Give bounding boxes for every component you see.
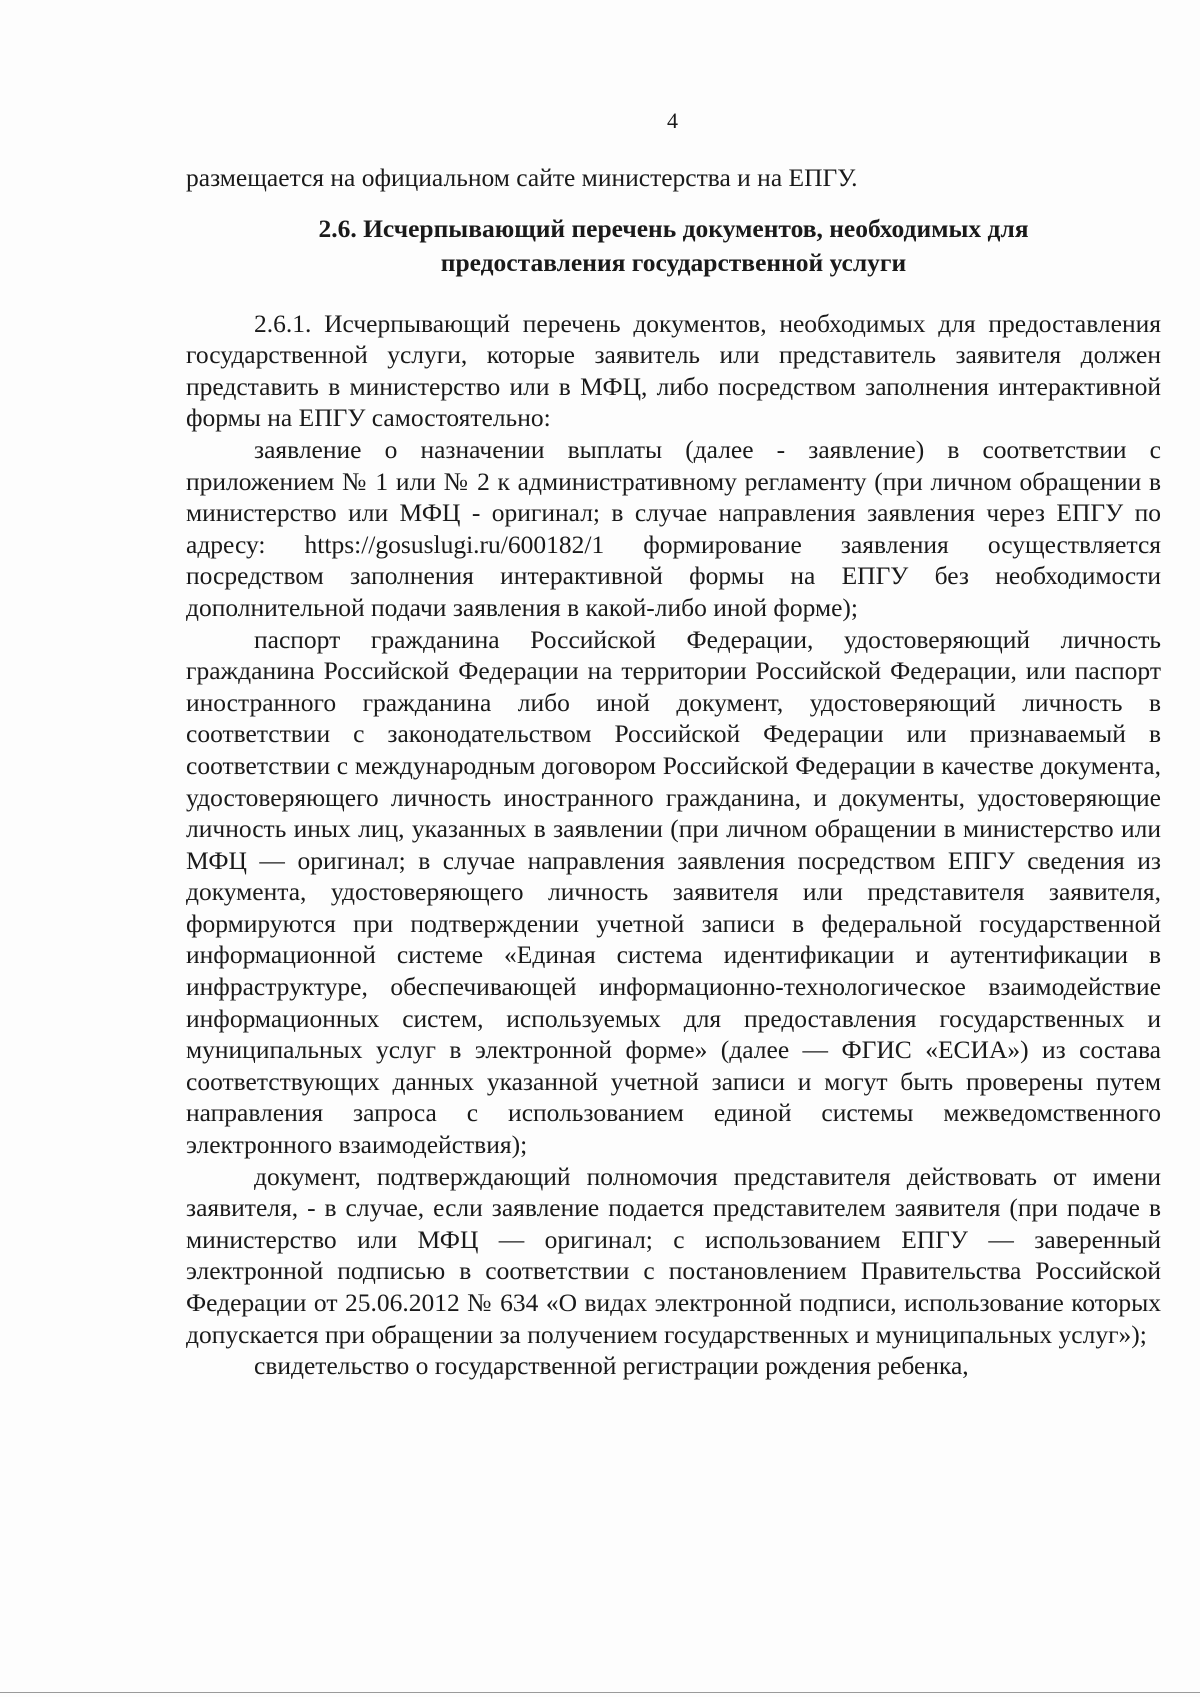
lead-paragraph: размещается на официальном сайте министерства и на ЕПГУ.	[186, 163, 858, 192]
paragraph-application: заявление о назначении выплаты (далее - заявление) в соответствии с приложением № 1 или № 2 к административному регламенту (при личном обращении в министерство или МФЦ - оригинал; в случае направления заявления через ЕПГУ по адресу: https://gosuslugi.ru/600182/1 формирование заявления осуществляется посредством заполнения интерактивной формы на ЕПГУ без необходимости дополнительной подачи заявления в какой-либо иной форме);	[186, 434, 1161, 622]
section-heading-line-1: 2.6. Исчерпывающий перечень документов, необходимых для	[318, 213, 1029, 243]
paragraph-birth-certificate: свидетельство о государственной регистрации рождения ребенка,	[254, 1351, 969, 1381]
section-heading-line-2: предоставления государственной услуги	[440, 247, 907, 277]
paragraph-2-6-1: 2.6.1. Исчерпывающий перечень документов, необходимых для предоставления государственной услуги, которые заявитель или представитель заявителя должен представить в министерство или в МФЦ, либо посредством заполнения интерактивной формы на ЕПГУ самостоятельно:	[186, 308, 1161, 433]
document-body	[186, 162, 1161, 1382]
section-heading	[186, 212, 1161, 280]
paragraph-passport: паспорт гражданина Российской Федерации, удостоверяющий личность гражданина Российской Федерации на территории Российской Федерации, или паспорт иностранного гражданина либо иной документ, удостоверяющий личность в соответствии с законодательством Российской Федерации или признаваемый в соответствии с международным договором Российской Федерации в качестве документа, удостоверяющего личность иностранного гражданина, и документы, удостоверяющие личность иных лиц, указанных в заявлении (при личном обращении в министерство или МФЦ — оригинал; в случае направления заявления посредством ЕПГУ сведения из документа, удостоверяющего личность заявителя или представителя заявителя, формируются при подтверждении учетной записи в федеральной государственной информационной системе «Единая система идентификации и аутентификации в инфраструктуре, обеспечивающей информационно-технологическое взаимодействие информационных систем, используемых для предоставления государственных и муниципальных услуг в электронной форме» (далее — ФГИС «ЕСИА») из состава соответствующих данных указанной учетной записи и могут быть проверены путем направления запроса с использованием единой системы межведомственного электронного взаимодействия);	[186, 624, 1161, 1160]
paragraph-representative-authority: документ, подтверждающий полномочия представителя действовать от имени заявителя, - в случае, если заявление подается представителем заявителя (при подаче в министерство или МФЦ — оригинал; с использованием ЕПГУ — заверенный электронной подписью в соответствии с постановлением Правительства Российской Федерации от 25.06.2012 № 634 «О видах электронной подписи, использование которых допускается при обращении за получением государственных и муниципальных услуг»);	[186, 1161, 1161, 1349]
page-number: 4	[667, 108, 678, 133]
scan-edge-line	[0, 1692, 1200, 1693]
